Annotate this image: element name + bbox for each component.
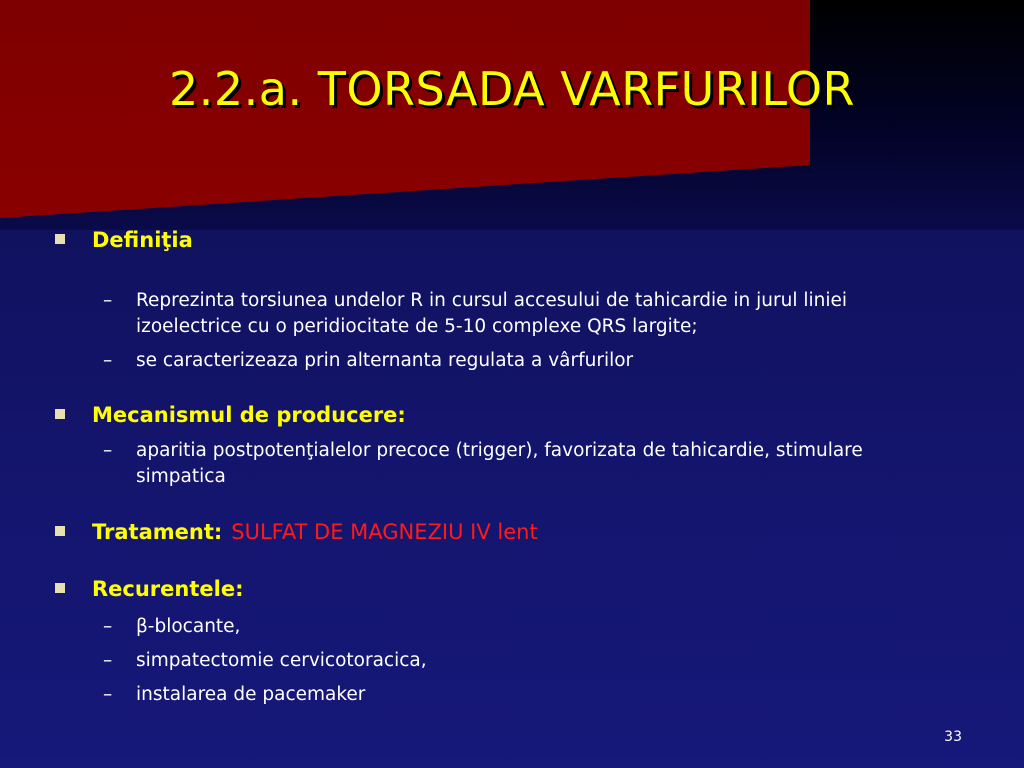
slide-title: 2.2.a. TORSADA VARFURILOR <box>169 62 855 116</box>
section-heading: Recurentele: <box>92 577 244 601</box>
dash-bullet-icon: – <box>103 684 113 705</box>
section-heading: Tratament: <box>92 520 223 544</box>
sub-item-text: Reprezinta torsiunea undelor R in cursul accesului de tahicardie in jurul liniei izoelectrice cu o peridiocitate de 5-10 complexe QRS largite; <box>136 290 848 337</box>
square-bullet-icon <box>55 583 65 593</box>
sub-item-text: simpatectomie cervicotoracica, <box>136 650 427 671</box>
page-number: 33 <box>944 729 962 745</box>
section-heading: Mecanismul de producere: <box>92 403 406 427</box>
section-heading: Definiţia <box>92 228 193 252</box>
square-bullet-icon <box>55 526 65 536</box>
sub-item <box>103 348 956 374</box>
sub-item-text: instalarea de pacemaker <box>136 684 366 705</box>
dash-bullet-icon: – <box>103 616 113 637</box>
section-definitia <box>55 228 193 252</box>
dash-bullet-icon: – <box>103 650 113 671</box>
sub-item <box>103 614 956 640</box>
square-bullet-icon <box>55 409 65 419</box>
dash-bullet-icon: – <box>103 440 113 461</box>
dash-bullet-icon: – <box>103 350 113 371</box>
sub-item <box>103 648 956 674</box>
section-tratament <box>55 520 538 544</box>
treatment-value: SULFAT DE MAGNEZIU IV lent <box>231 520 538 544</box>
dash-bullet-icon: – <box>103 290 113 311</box>
sub-item <box>103 682 956 708</box>
sub-item <box>103 438 936 490</box>
square-bullet-icon <box>55 234 65 244</box>
section-mecanism <box>55 403 406 427</box>
sub-item <box>103 288 956 340</box>
sub-item-text: se caracterizeaza prin alternanta regulata a vârfurilor <box>136 350 634 371</box>
section-recurentele <box>55 577 243 601</box>
sub-item-text: aparitia postpotenţialelor precoce (trigger), favorizata de tahicardie, stimulare simpatica <box>136 440 863 487</box>
sub-item-text: β-blocante, <box>136 616 241 637</box>
